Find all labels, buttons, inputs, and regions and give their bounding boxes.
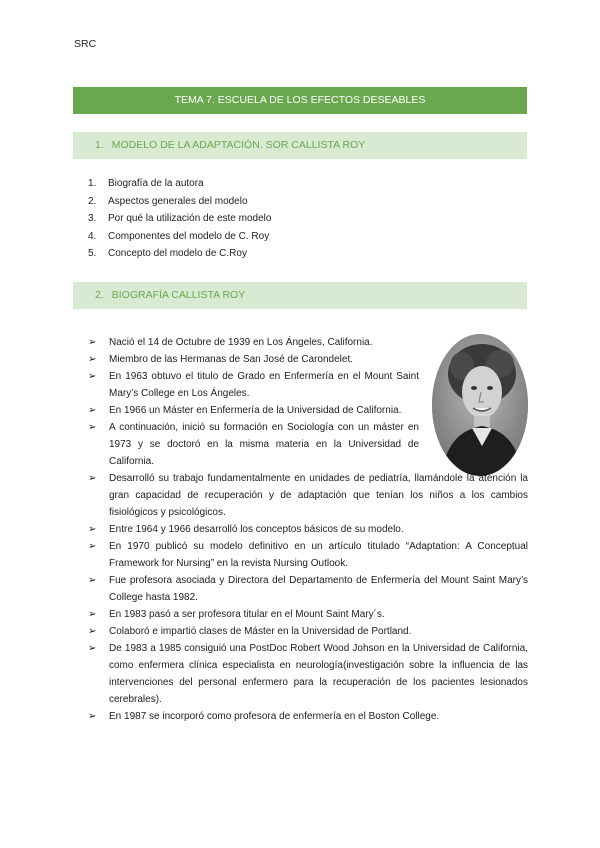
arrow-bullet-icon: ➢ xyxy=(88,371,97,382)
list-item-text: Desarrolló su trabajo fundamentalmente en unidades de pediatría, llamándole la atención la gran capacidad de recuperación y de adaptación que tenían los niños a los cambios fisiológicos y psicológicos. xyxy=(109,473,528,518)
arrow-bullet-icon: ➢ xyxy=(88,711,97,722)
list-item-text: Nació el 14 de Octubre de 1939 en Los Ángeles, California. xyxy=(109,337,373,348)
arrow-bullet-icon: ➢ xyxy=(88,643,97,654)
arrow-bullet-icon: ➢ xyxy=(88,422,97,433)
toc-item xyxy=(88,175,271,193)
list-item xyxy=(88,606,528,623)
list-item-text: En 1987 se incorporó como profesora de enfermería en el Boston College. xyxy=(109,711,440,722)
theme-banner: TEMA 7. ESCUELA DE LOS EFECTOS DESEABLES xyxy=(73,87,527,114)
arrow-bullet-icon: ➢ xyxy=(88,626,97,637)
list-item-text: En 1983 pasó a ser profesora titular en el Mount Saint Mary´s. xyxy=(109,609,385,620)
arrow-bullet-icon: ➢ xyxy=(88,541,97,552)
toc-text: Por qué la utilización de este modelo xyxy=(108,213,272,224)
toc-item xyxy=(88,210,271,228)
arrow-bullet-icon: ➢ xyxy=(88,473,97,484)
list-item-text: A continuación, inició su formación en Sociología con un máster en 1973 y se doctoró en la misma materia en la Universidad de California. xyxy=(109,422,419,467)
toc-item xyxy=(88,245,271,263)
list-item xyxy=(88,470,528,521)
list-item xyxy=(88,351,419,368)
toc-text: Aspectos generales del modelo xyxy=(108,195,248,207)
list-item-text: Colaboró e impartió clases de Máster en la Universidad de Portland. xyxy=(109,626,412,637)
list-item-text: Fue profesora asociada y Directora del Departamento de Enfermería del Mount Saint Mary’s College hasta 1982. xyxy=(109,575,528,603)
section-2-number: 2. xyxy=(95,289,104,301)
list-item-text: En 1970 publicó su modelo definitivo en un artículo titulado “Adaptation: A Conceptual Framework for Nursing” en la revista Nursing Outlook. xyxy=(109,541,528,569)
list-item xyxy=(88,640,528,708)
list-item xyxy=(88,402,419,419)
list-item xyxy=(88,334,419,351)
toc-number: 5. xyxy=(88,248,97,259)
list-item-text: Miembro de las Hermanas de San José de Carondelet. xyxy=(109,354,354,365)
table-of-contents xyxy=(88,175,271,263)
section-1-title: MODELO DE LA ADAPTACIÓN. SOR CALLISTA ROY xyxy=(111,139,366,151)
list-item xyxy=(88,572,528,606)
arrow-bullet-icon: ➢ xyxy=(88,524,97,535)
list-item-text: De 1983 a 1985 consiguió una PostDoc Robert Wood Johson en la Universidad de California, como enfermera clínica especialista en neurología(investigación sobre la influencia de las intervenciones del personal enfermero para la recuperación de los pacientes lesionados cerebrales). xyxy=(109,643,528,705)
toc-number: 1. xyxy=(88,178,97,189)
list-item-text: En 1966 un Máster en Enfermería de la Universidad de California. xyxy=(109,405,402,416)
list-item-text: Entre 1964 y 1966 desarrolló los conceptos básicos de su modelo. xyxy=(109,524,404,535)
toc-text: Componentes del modelo de C. Roy xyxy=(108,230,270,242)
header-label: SRC xyxy=(74,38,97,50)
list-item xyxy=(88,538,528,572)
section-2-title: BIOGRAFÍA CALLISTA ROY xyxy=(111,289,246,301)
section-2-heading xyxy=(73,282,527,309)
arrow-bullet-icon: ➢ xyxy=(88,575,97,586)
toc-number: 3. xyxy=(88,213,97,224)
list-item xyxy=(88,708,528,725)
section-1-heading xyxy=(73,132,527,159)
arrow-bullet-icon: ➢ xyxy=(88,609,97,620)
list-item-text: En 1963 obtuvo el titulo de Grado en Enfermería en el Mount Saint Mary’s College en Los Ángeles. xyxy=(109,371,419,399)
list-item xyxy=(88,368,419,402)
toc-item xyxy=(88,228,271,246)
toc-item xyxy=(88,193,271,211)
toc-text: Biografía de la autora xyxy=(108,178,204,189)
arrow-bullet-icon: ➢ xyxy=(88,354,97,365)
arrow-bullet-icon: ➢ xyxy=(88,405,97,416)
toc-number: 2. xyxy=(88,195,97,207)
list-item xyxy=(88,419,419,470)
section-1-number: 1. xyxy=(95,139,104,151)
list-item xyxy=(88,623,528,640)
arrow-bullet-icon: ➢ xyxy=(88,337,97,348)
toc-text: Concepto del modelo de C.Roy xyxy=(108,248,247,259)
list-item xyxy=(88,521,528,538)
toc-number: 4. xyxy=(88,230,97,242)
biography-list xyxy=(88,334,528,725)
